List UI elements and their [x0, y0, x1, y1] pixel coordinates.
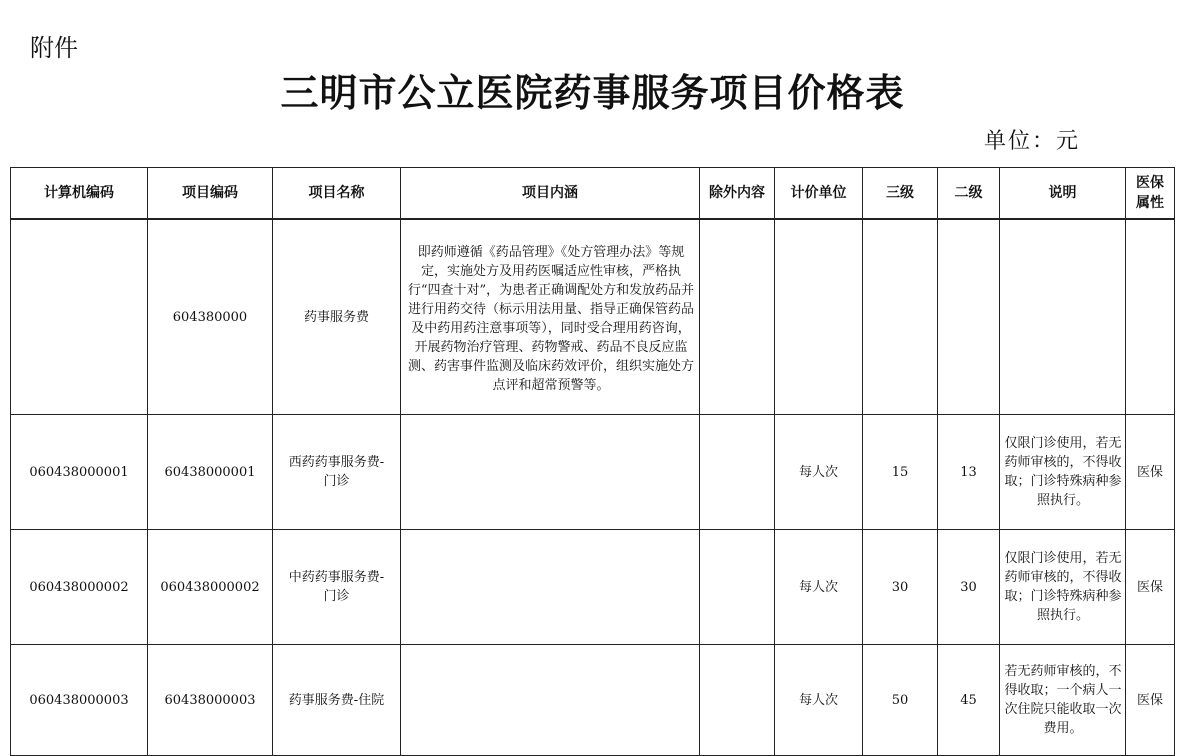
insurance-cell: 医保	[1126, 645, 1175, 756]
level3-price-cell: 50	[863, 645, 938, 756]
item-content-cell	[401, 645, 700, 756]
unit-label: 单位：元	[983, 129, 1080, 154]
level2-price-cell: 13	[938, 415, 1000, 530]
excluded-cell	[700, 219, 775, 415]
note-cell: 仅限门诊使用，若无药师审核的，不得收取；门诊特殊病种参照执行。	[1000, 415, 1126, 530]
item-name-cell: 药事服务费-住院	[273, 645, 401, 756]
excluded-cell	[700, 415, 775, 530]
insurance-cell: 医保	[1126, 530, 1175, 645]
item-code-cell: 604380000	[148, 219, 273, 415]
column-header: 项目内涵	[401, 168, 700, 220]
page-title: 三明市公立医院药事服务项目价格表	[280, 70, 905, 115]
pricing-unit-cell: 每人次	[775, 415, 863, 530]
level2-price-cell: 30	[938, 530, 1000, 645]
table-row	[11, 219, 1175, 415]
item-content-cell: 即药师遵循《药品管理》《处方管理办法》等规定，实施处方及用药医嘱适应性审核，严格执行“四查十对”，为患者正确调配处方和发放药品并进行用药交待（标示用法用量、指导正确保管药品及中药用药注意事项等），同时受合理用药咨询，开展药物治疗管理、药物警戒、药品不良反应监测、药害事件监测及临床药效评价，组织实施处方点评和超常预警等。	[401, 219, 700, 415]
item-content-cell	[401, 530, 700, 645]
column-header: 计算机编码	[11, 168, 148, 220]
item-name-cell: 中药药事服务费-门诊	[273, 530, 401, 645]
item-code-cell: 60438000003	[148, 645, 273, 756]
excluded-cell	[700, 530, 775, 645]
table-row	[11, 645, 1175, 756]
note-cell: 若无药师审核的，不得收取；一个病人一次住院只能收取一次费用。	[1000, 645, 1126, 756]
column-header: 三级	[863, 168, 938, 220]
computer-code-cell	[11, 219, 148, 415]
item-code-cell: 060438000002	[148, 530, 273, 645]
pricing-unit-cell: 每人次	[775, 645, 863, 756]
price-table	[10, 167, 1175, 756]
column-header: 说明	[1000, 168, 1126, 220]
item-name-cell: 西药药事服务费-门诊	[273, 415, 401, 530]
pricing-unit-cell	[775, 219, 863, 415]
computer-code-cell: 060438000001	[11, 415, 148, 530]
table-row	[11, 415, 1175, 530]
column-header: 项目编码	[148, 168, 273, 220]
column-header: 除外内容	[700, 168, 775, 220]
attachment-label: 附件	[30, 34, 78, 62]
table-row	[11, 530, 1175, 645]
excluded-cell	[700, 645, 775, 756]
pricing-unit-cell: 每人次	[775, 530, 863, 645]
note-cell: 仅限门诊使用，若无药师审核的，不得收取；门诊特殊病种参照执行。	[1000, 530, 1126, 645]
computer-code-cell: 060438000003	[11, 645, 148, 756]
level3-price-cell: 15	[863, 415, 938, 530]
level2-price-cell	[938, 219, 1000, 415]
item-code-cell: 60438000001	[148, 415, 273, 530]
column-header: 医保属性	[1126, 168, 1175, 220]
item-name-cell: 药事服务费	[273, 219, 401, 415]
column-header: 二级	[938, 168, 1000, 220]
insurance-cell: 医保	[1126, 415, 1175, 530]
item-content-cell	[401, 415, 700, 530]
level2-price-cell: 45	[938, 645, 1000, 756]
insurance-cell	[1126, 219, 1175, 415]
note-cell	[1000, 219, 1126, 415]
column-header: 计价单位	[775, 168, 863, 220]
computer-code-cell: 060438000002	[11, 530, 148, 645]
column-header: 项目名称	[273, 168, 401, 220]
level3-price-cell: 30	[863, 530, 938, 645]
level3-price-cell	[863, 219, 938, 415]
table-header-row	[11, 168, 1175, 220]
